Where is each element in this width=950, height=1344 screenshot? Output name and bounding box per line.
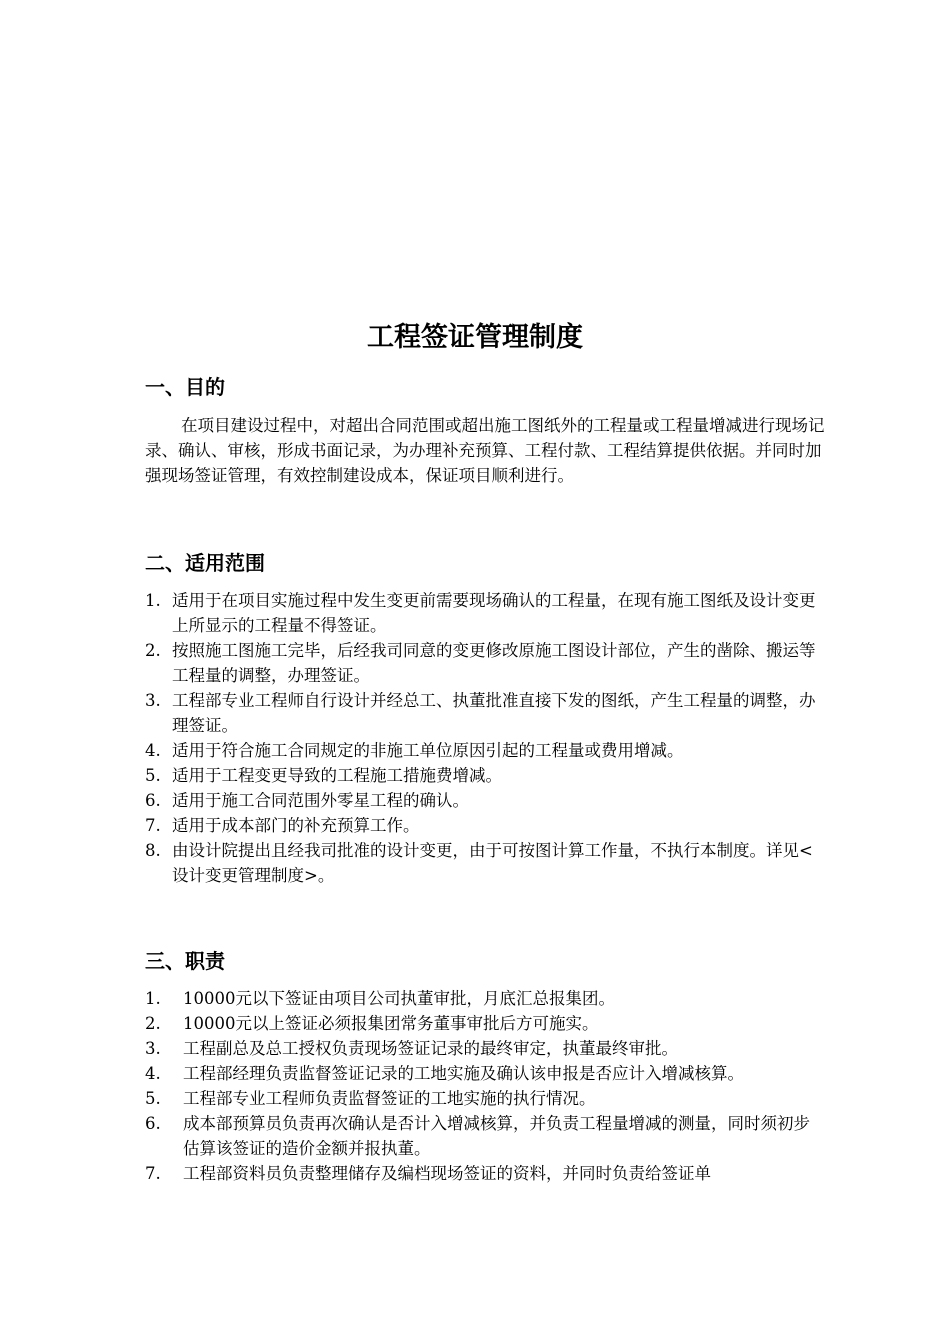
list-item-number: 6. xyxy=(145,791,161,810)
purpose-paragraph xyxy=(145,413,825,488)
list-item-text: 由设计院提出且经我司批准的设计变更，由于可按图计算工作量，不执行本制度。详见<设计变更管理制度>。 xyxy=(172,841,813,885)
list-item xyxy=(145,638,825,688)
list-item-number: 3. xyxy=(145,1039,161,1058)
section-heading-responsibilities: 三、职责 xyxy=(145,949,225,973)
list-item-text: 适用于工程变更导致的工程施工措施费增减。 xyxy=(172,766,502,785)
list-item-number: 2. xyxy=(145,1014,161,1033)
list-item-number: 4. xyxy=(145,1064,161,1083)
list-item-number: 7. xyxy=(145,816,161,835)
list-item-text: 成本部预算员负责再次确认是否计入增减核算，并负责工程量增减的测量，同时须初步估算该签证的造价金额并报执董。 xyxy=(183,1114,810,1158)
list-item xyxy=(145,763,825,788)
list-item-number: 1. xyxy=(145,591,161,610)
list-item xyxy=(145,738,825,763)
responsibilities-list xyxy=(145,986,825,1186)
list-item-text: 工程部专业工程师自行设计并经总工、执董批准直接下发的图纸，产生工程量的调整，办理签证。 xyxy=(172,691,816,735)
list-item xyxy=(145,788,825,813)
list-item-text: 适用于符合施工合同规定的非施工单位原因引起的工程量或费用增减。 xyxy=(172,741,684,760)
list-item-number: 6. xyxy=(145,1114,161,1133)
list-item xyxy=(145,1111,825,1161)
list-item-text: 工程部资料员负责整理储存及编档现场签证的资料，并同时负责给签证单 xyxy=(183,1164,711,1183)
list-item-text: 适用于在项目实施过程中发生变更前需要现场确认的工程量，在现有施工图纸及设计变更上所显示的工程量不得签证。 xyxy=(172,591,816,635)
document-title: 工程签证管理制度 xyxy=(367,322,583,353)
list-item-text: 工程副总及总工授权负责现场签证记录的最终审定，执董最终审批。 xyxy=(183,1039,678,1058)
list-item-text: 按照施工图施工完毕，后经我司同意的变更修改原施工图设计部位，产生的凿除、搬运等工程量的调整，办理签证。 xyxy=(172,641,816,685)
purpose-paragraph-text: 在项目建设过程中，对超出合同范围或超出施工图纸外的工程量或工程量增减进行现场记录、确认、审核，形成书面记录，为办理补充预算、工程付款、工程结算提供依据。并同时加强现场签证管理，有效控制建设成本，保证项目顺利进行。 xyxy=(145,416,825,485)
list-item-number: 4. xyxy=(145,741,161,760)
list-item-text: 工程部专业工程师负责监督签证的工地实施的执行情况。 xyxy=(183,1089,596,1108)
list-item-number: 8. xyxy=(145,841,161,860)
list-item xyxy=(145,986,825,1011)
list-item-number: 7. xyxy=(145,1164,161,1183)
list-item-text: 适用于成本部门的补充预算工作。 xyxy=(172,816,420,835)
section-heading-purpose: 一、目的 xyxy=(145,375,225,399)
list-item-number: 5. xyxy=(145,766,161,785)
list-item xyxy=(145,1011,825,1036)
list-item xyxy=(145,1086,825,1111)
list-item-text: 工程部经理负责监督签证记录的工地实施及确认该申报是否应计入增减核算。 xyxy=(183,1064,744,1083)
list-item-number: 3. xyxy=(145,691,161,710)
list-item-number: 2. xyxy=(145,641,161,660)
list-item xyxy=(145,1036,825,1061)
list-item-number: 1. xyxy=(145,989,161,1008)
list-item xyxy=(145,813,825,838)
section-heading-scope: 二、适用范围 xyxy=(145,551,265,575)
list-item-text: 适用于施工合同范围外零星工程的确认。 xyxy=(172,791,469,810)
list-item xyxy=(145,1161,825,1186)
list-item xyxy=(145,838,825,888)
list-item-text: 10000元以上签证必须报集团常务董事审批后方可施实。 xyxy=(183,1014,599,1033)
scope-list xyxy=(145,588,825,888)
list-item-number: 5. xyxy=(145,1089,161,1108)
list-item xyxy=(145,1061,825,1086)
list-item-text: 10000元以下签证由项目公司执董审批，月底汇总报集团。 xyxy=(183,989,615,1008)
list-item xyxy=(145,688,825,738)
list-item xyxy=(145,588,825,638)
